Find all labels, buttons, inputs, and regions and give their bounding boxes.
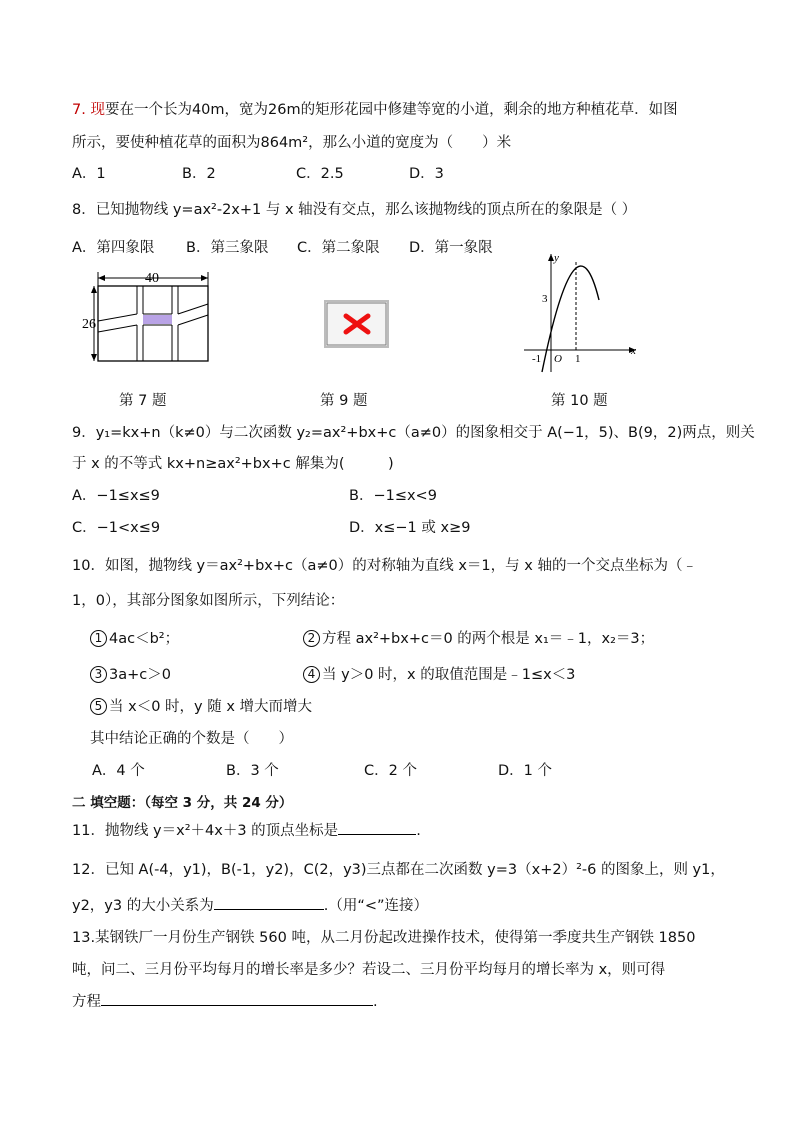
conclusion-3-text: 3a+c＞0 <box>109 667 171 683</box>
fig10-tick-neg1: -1 <box>532 353 542 365</box>
figure-10-parabola <box>518 246 648 376</box>
q9-option-a: A．−1≤x≤9 <box>72 488 160 504</box>
q10-option-c: C．2 个 <box>364 763 417 779</box>
q8-option-b: B．第三象限 <box>186 240 269 256</box>
fig10-x-label: x <box>631 345 636 357</box>
q10-conclusion-2 <box>303 629 654 649</box>
q11-text: 11．抛物线 y＝x²＋4x＋3 的顶点坐标是 <box>72 823 339 839</box>
q7-option-d: D．3 <box>409 166 444 182</box>
q13-end: . <box>373 994 378 1010</box>
q9-option-b: B．−1≤x<9 <box>349 488 437 504</box>
q13-line2: 吨，问二、三月份平均每月的增长率是多少？若设二、三月份平均每月的增长率为 x，则可得 <box>72 962 666 978</box>
q10-conclusion-5 <box>90 697 312 717</box>
q10-ask: 其中结论正确的个数是（ ） <box>90 731 293 747</box>
q12-line2 <box>72 895 428 916</box>
conclusion-2-text: 方程 ax²+bx+c＝0 的两个根是 x₁＝﹣1，x₂＝3； <box>322 631 655 647</box>
q10-conclusion-1 <box>90 629 179 649</box>
conclusion-5-text: 当 x＜0 时，y 随 x 增大而增大 <box>109 699 313 715</box>
section-2-title: 二 填空题：（每空 3 分，共 24 分） <box>72 795 293 811</box>
q12-end: .（用“<”连接） <box>323 898 429 914</box>
q12-answer-blank[interactable] <box>214 895 324 910</box>
q7-text-1: 要在一个长为40m，宽为26m的矩形花园中修建等宽的小道，剩余的地方种植花草．如图 <box>104 102 678 118</box>
q9-line1: 9．y₁=kx+n（k≠0）与二次函数 y₂=ax²+bx+c（a≠0）的图象相交于 A(−1，5)、B(9，2)两点，则关 <box>72 425 755 441</box>
conclusion-1-text: 4ac＜b²； <box>109 631 180 647</box>
q13-line3 <box>72 991 378 1012</box>
q12-line1: 12．已知 A(-4，y1)，B(-1，y2)，C(2，y3)三点都在二次函数 y=3（x+2）²-6 的图象上，则 y1， <box>72 862 725 878</box>
q10-option-d: D．1 个 <box>498 763 552 779</box>
q10-line2: 1，0），其部分图象如图所示，下列结论： <box>72 593 345 609</box>
figure-9-broken-image-icon <box>324 300 390 350</box>
q8-option-c: C．第二象限 <box>297 240 380 256</box>
q10-option-a: A．4 个 <box>92 763 145 779</box>
figure-7-garden <box>80 264 215 364</box>
conclusion-4-text: 当 y＞0 时，x 的取值范围是﹣1≤x＜3 <box>322 667 576 683</box>
q13-text-3: 方程 <box>72 994 101 1010</box>
q11-answer-blank[interactable] <box>338 820 416 835</box>
fig7-width-label: 40 <box>145 271 159 286</box>
q7-option-a: A．1 <box>72 166 106 182</box>
caption-fig10: 第 10 题 <box>551 393 608 409</box>
q12-text-2: y2，y3 的大小关系为 <box>72 898 214 914</box>
q9-line2: 于 x 的不等式 kx+n≥ax²+bx+c 解集为( ) <box>72 456 394 472</box>
q7-line2: 所示，要使种植花草的面积为864m²，那么小道的宽度为（ ）米 <box>72 135 512 151</box>
q10-option-b: B．3 个 <box>226 763 279 779</box>
q13-answer-blank[interactable] <box>101 991 373 1006</box>
q9-option-d: D．x≤−1 或 x≥9 <box>349 520 471 536</box>
conclusion-3-number: 3 <box>90 666 107 683</box>
conclusion-2-number: 2 <box>303 630 320 647</box>
q7-line1 <box>72 100 678 120</box>
conclusion-4-number: 4 <box>303 666 320 683</box>
q8-option-d: D．第一象限 <box>409 240 493 256</box>
caption-fig9: 第 9 题 <box>320 393 368 409</box>
fig10-y-label: y <box>554 252 559 264</box>
q8-option-a: A．第四象限 <box>72 240 155 256</box>
q11-line <box>72 820 421 841</box>
q13-line1: 13.某钢铁厂一月份生产钢铁 560 吨，从二月份起改进操作技术，使得第一季度共生产钢铁 1850 <box>72 930 696 946</box>
q10-line1: 10．如图，抛物线 y＝ax²+bx+c（a≠0）的对称轴为直线 x＝1，与 x 轴的一个交点坐标为（﹣ <box>72 558 697 574</box>
conclusion-5-number: 5 <box>90 698 107 715</box>
caption-fig7: 第 7 题 <box>119 393 167 409</box>
fig10-origin: O <box>554 353 562 365</box>
fig10-tick-1: 1 <box>575 353 581 365</box>
fig10-tick-3: 3 <box>542 293 548 305</box>
conclusion-1-number: 1 <box>90 630 107 647</box>
q9-option-c: C．−1<x≤9 <box>72 520 161 536</box>
q10-conclusion-3 <box>90 665 171 685</box>
q7-option-c: C．2.5 <box>296 166 344 182</box>
q7-number: 7. 现 <box>72 102 105 118</box>
q7-option-b: B．2 <box>182 166 216 182</box>
q10-conclusion-4 <box>303 665 575 685</box>
q8-line1: 8．已知抛物线 y=ax²-2x+1 与 x 轴没有交点，那么该抛物线的顶点所在的象限是（ ） <box>72 202 637 218</box>
q11-end: . <box>416 823 421 839</box>
fig7-height-label: 26 <box>82 317 96 332</box>
